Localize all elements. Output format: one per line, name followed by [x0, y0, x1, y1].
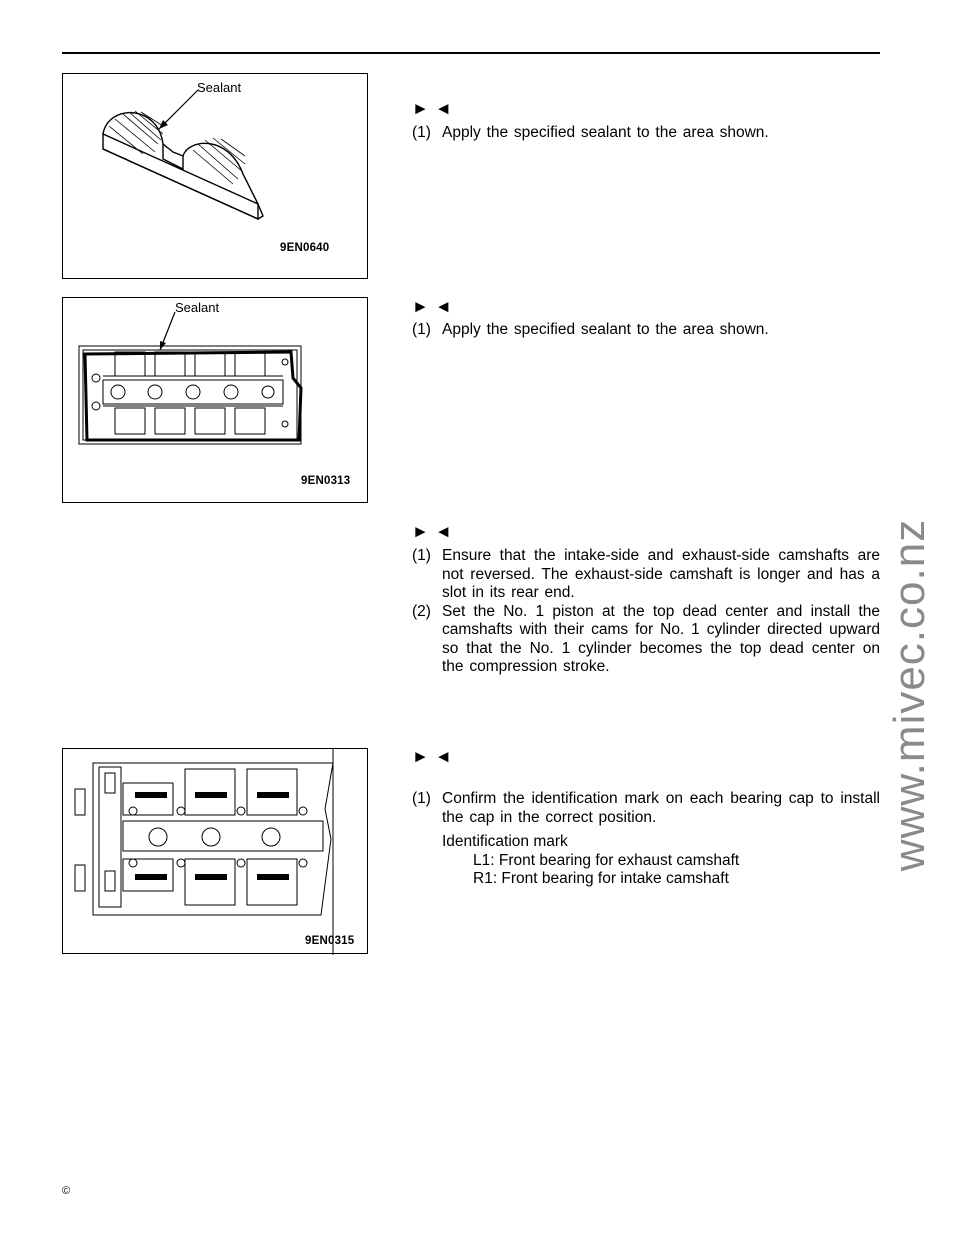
- item-text: Confirm the identification mark on each bearing cap to install the cap in the correct position.: [442, 790, 880, 826]
- figure-code: 9EN0315: [305, 935, 355, 947]
- item-text: Apply the specified sealant to the area shown.: [442, 124, 769, 141]
- watermark-text: www.mivec.co.nz: [885, 518, 934, 872]
- section-1-text: [412, 124, 880, 143]
- figure-label: Sealant: [197, 80, 242, 95]
- cylinder-head-drawing: [63, 298, 369, 504]
- item-text: Apply the specified sealant to the area shown.: [442, 321, 769, 338]
- figure-label: Sealant: [175, 300, 220, 315]
- list-item: [412, 124, 880, 143]
- list-item: [412, 547, 880, 603]
- list-item: [412, 603, 880, 677]
- figure-bearing-caps: [62, 748, 368, 954]
- watermark: [880, 480, 940, 910]
- figure-code: 9EN0313: [301, 475, 351, 487]
- item-number: (1): [412, 321, 431, 338]
- section-marker: ►◄: [412, 297, 458, 316]
- section-2-text: [412, 321, 880, 340]
- section-4-text: [412, 790, 880, 889]
- section-marker: ►◄: [412, 747, 458, 766]
- section-marker: ►◄: [412, 99, 458, 118]
- header-rule: [62, 52, 880, 54]
- list-item: [412, 321, 880, 340]
- item-text: Set the No. 1 piston at the top dead center and install the camshafts with their cams for No. 1 cylinder directed upward so that the No. 1 cylinder becomes the top dead center on the compression stroke.: [442, 602, 880, 675]
- identification-item: L1: Front bearing for exhaust camshaft: [473, 851, 740, 869]
- copyright: ©: [62, 1185, 71, 1197]
- bearing-caps-drawing: [63, 749, 369, 955]
- figure-code: 9EN0640: [280, 242, 330, 254]
- identification-item: R1: Front bearing for intake camshaft: [473, 870, 729, 887]
- item-text: Ensure that the intake-side and exhaust-side camshafts are not reversed. The exhaust-side camshaft is longer and has a slot in its rear end.: [442, 547, 880, 601]
- section-3-text: [412, 547, 880, 677]
- list-item: [412, 790, 880, 827]
- item-number: (1): [412, 124, 431, 141]
- figure-sealant-head: [62, 297, 368, 503]
- item-number: (2): [412, 602, 431, 620]
- identification-heading: Identification mark: [442, 833, 568, 850]
- item-number: (1): [412, 790, 431, 807]
- figure-sealant-cap: [62, 73, 368, 279]
- item-number: (1): [412, 547, 431, 564]
- section-marker: ►◄: [412, 522, 458, 541]
